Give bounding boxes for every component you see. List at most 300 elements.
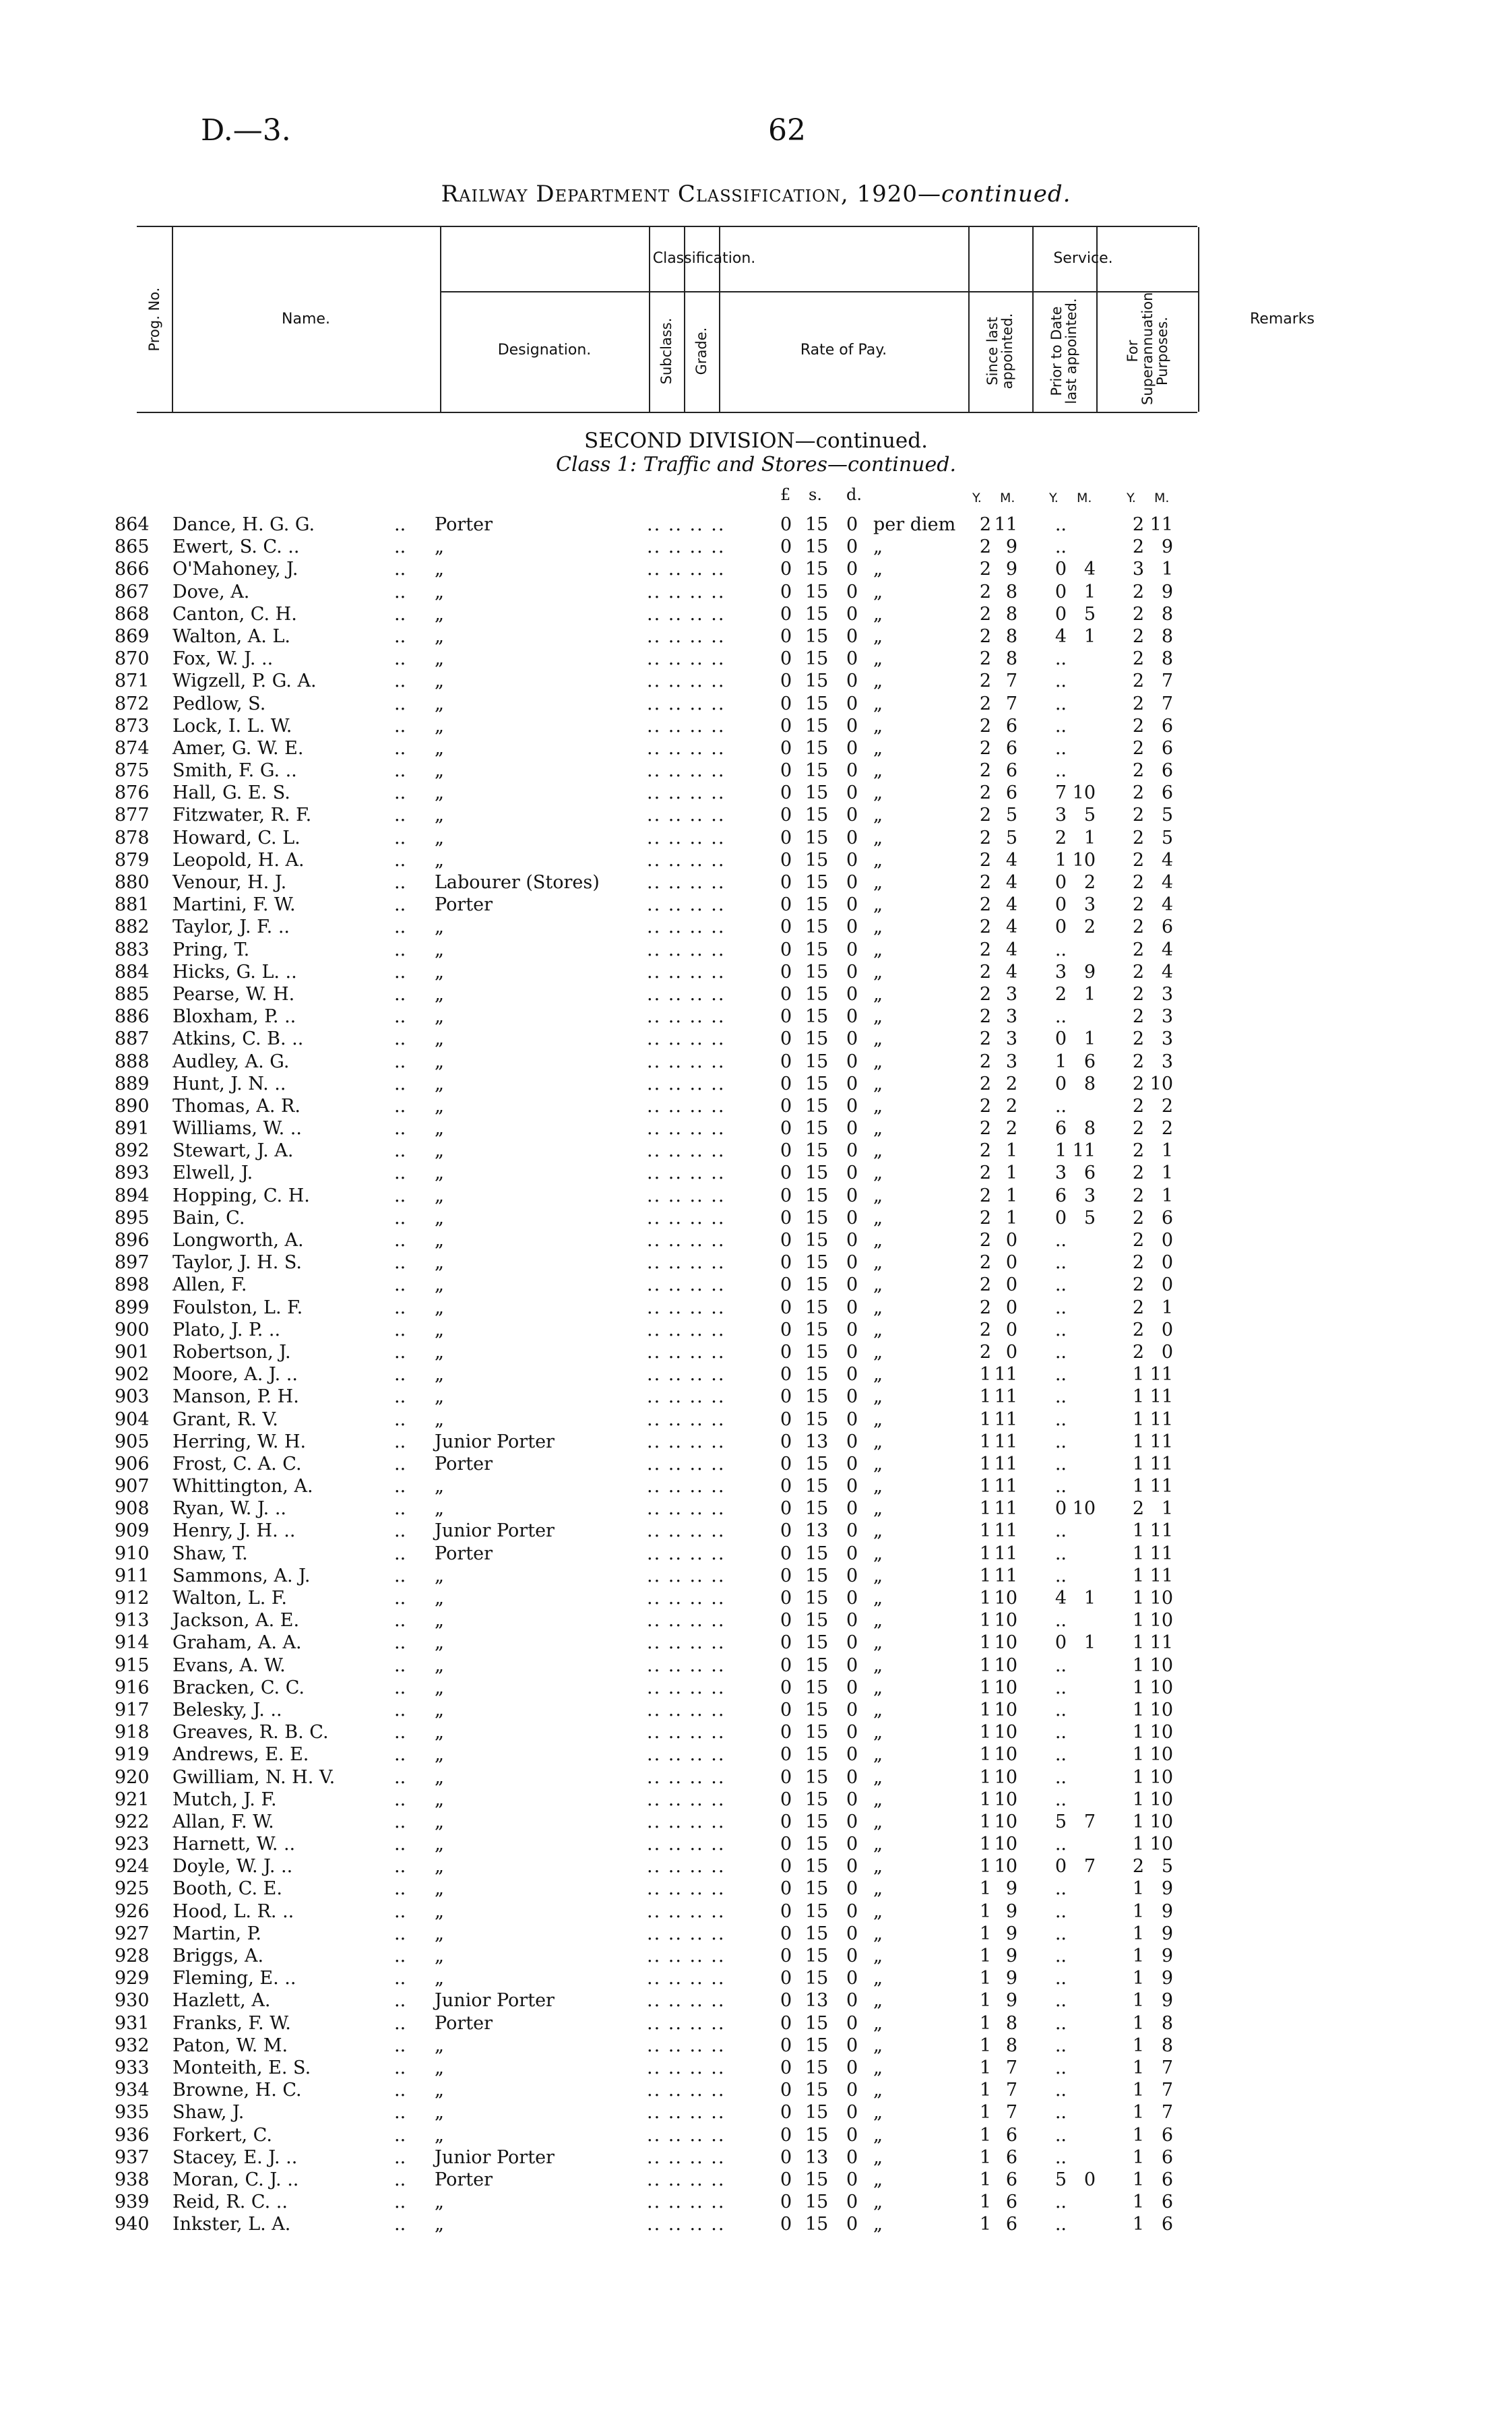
prog-number: 906 — [115, 1453, 150, 1475]
table-row — [0, 782, 1512, 804]
rate-pounds: 0 — [780, 894, 792, 916]
rate-pence: 0 — [846, 1185, 858, 1206]
leader-dots: .. .. .. .. — [647, 1834, 726, 1855]
super-years: 1 — [1132, 1677, 1144, 1698]
since-years: 2 — [979, 603, 991, 625]
since-years: 1 — [979, 2146, 991, 2168]
super-years: 1 — [1132, 1386, 1144, 1408]
super-months: 11 — [1149, 1565, 1173, 1586]
designation: „ — [435, 581, 444, 602]
super-months: 0 — [1161, 1274, 1173, 1296]
prior-months: 6 — [1083, 1162, 1096, 1184]
designation: „ — [435, 1722, 444, 1743]
rate-pounds: 0 — [780, 1968, 792, 1989]
super-years: 1 — [1132, 2012, 1144, 2034]
super-months: 6 — [1161, 2169, 1173, 2190]
leader-dots: .. — [394, 894, 406, 916]
since-years: 1 — [979, 1543, 991, 1564]
since-months: 10 — [994, 1811, 1017, 1832]
rate-shillings: 15 — [805, 983, 829, 1005]
rate-pence: 0 — [846, 2192, 858, 2213]
rate-shillings: 15 — [805, 1834, 829, 1855]
header-grade: Grade. — [693, 327, 710, 375]
rate-shillings: 15 — [805, 1364, 829, 1386]
designation: „ — [435, 648, 444, 670]
rate-pence: 0 — [846, 1834, 858, 1855]
prog-number: 919 — [115, 1744, 150, 1766]
rate-shillings: 15 — [805, 2214, 829, 2235]
designation: „ — [435, 1319, 444, 1340]
rate-period: „ — [873, 1073, 883, 1094]
prog-number: 921 — [115, 1789, 150, 1810]
rate-pence: 0 — [846, 2169, 858, 2190]
leader-dots: .. — [394, 671, 406, 692]
prior-months: 1 — [1083, 1588, 1096, 1609]
rate-pence: 0 — [846, 1900, 858, 1922]
super-months: 10 — [1149, 1677, 1173, 1698]
rate-pounds: 0 — [780, 1319, 792, 1340]
employee-name: Sammons, A. J. — [172, 1565, 311, 1586]
since-months: 8 — [1005, 2035, 1017, 2056]
super-months: 10 — [1149, 1654, 1173, 1676]
prior-years: 0 — [1054, 1207, 1067, 1229]
rate-pounds: 0 — [780, 1565, 792, 1586]
leader-dots: .. .. .. .. — [647, 1744, 726, 1766]
rate-pence: 0 — [846, 917, 858, 938]
designation: „ — [435, 559, 444, 580]
table-row — [0, 1185, 1512, 1207]
leader-dots: .. — [394, 2124, 406, 2146]
rate-pounds: 0 — [780, 1699, 792, 1720]
designation: „ — [435, 1923, 444, 1944]
designation: „ — [435, 1230, 444, 1251]
rate-period: „ — [873, 581, 883, 602]
since-years: 2 — [979, 1319, 991, 1340]
rate-pounds: 0 — [780, 1654, 792, 1676]
rate-shillings: 15 — [805, 1095, 829, 1117]
since-months: 9 — [1005, 1990, 1017, 2012]
leader-dots: .. — [394, 1498, 406, 1520]
since-months: 9 — [1005, 1878, 1017, 1900]
leader-dots: .. — [394, 849, 406, 871]
prior-years: .. — [1054, 1610, 1067, 1632]
rate-period: „ — [873, 693, 883, 714]
rate-shillings: 15 — [805, 2169, 829, 2190]
table-row — [0, 2169, 1512, 2191]
since-years: 1 — [979, 1900, 991, 1922]
rate-period: „ — [873, 715, 883, 737]
leader-dots: .. .. .. .. — [647, 1900, 726, 1922]
prog-number: 925 — [115, 1878, 150, 1900]
table-row — [0, 2012, 1512, 2035]
table-row — [0, 1543, 1512, 1565]
rate-shillings: 15 — [805, 1028, 829, 1050]
rate-shillings: 15 — [805, 1565, 829, 1586]
leader-dots: .. — [394, 872, 406, 893]
since-months: 9 — [1005, 559, 1017, 580]
header-superannuation: For Superannuation Purposes. — [1125, 292, 1170, 405]
super-months: 9 — [1161, 581, 1173, 602]
prior-years: .. — [1054, 1677, 1067, 1698]
super-months: 1 — [1161, 1498, 1173, 1520]
since-months: 7 — [1005, 2080, 1017, 2101]
leader-dots: .. .. .. .. — [647, 1722, 726, 1743]
designation: „ — [435, 1946, 444, 1966]
super-years: 2 — [1132, 737, 1144, 759]
super-months: 8 — [1161, 603, 1173, 625]
employee-name: Forkert, C. — [172, 2124, 272, 2146]
super-years: 2 — [1132, 1498, 1144, 1520]
since-months: 0 — [1005, 1274, 1017, 1296]
rate-shillings: 15 — [805, 715, 829, 737]
leader-dots: .. .. .. .. — [647, 917, 726, 938]
designation: „ — [435, 1699, 444, 1720]
leader-dots: .. .. .. .. — [647, 625, 726, 647]
prior-months: 4 — [1083, 559, 1096, 580]
super-years: 2 — [1132, 760, 1144, 782]
designation: „ — [435, 760, 444, 782]
super-years: 1 — [1132, 2102, 1144, 2123]
designation: „ — [435, 2124, 444, 2146]
rate-pounds: 0 — [780, 849, 792, 871]
prior-years: .. — [1054, 2214, 1067, 2235]
rate-period: „ — [873, 1386, 883, 1408]
rate-period: „ — [873, 1028, 883, 1050]
prior-months: 0 — [1083, 2169, 1096, 2190]
prior-years: .. — [1054, 1744, 1067, 1766]
leader-dots: .. — [394, 1744, 406, 1766]
prior-months: 9 — [1083, 961, 1096, 983]
prior-years: .. — [1054, 1789, 1067, 1810]
rate-pounds: 0 — [780, 983, 792, 1005]
since-years: 1 — [979, 2124, 991, 2146]
since-years: 2 — [979, 671, 991, 692]
since-months: 0 — [1005, 1341, 1017, 1363]
prior-years: 2 — [1054, 983, 1067, 1005]
employee-name: Reid, R. C. .. — [172, 2192, 288, 2213]
rate-pounds: 0 — [780, 760, 792, 782]
prior-years: 3 — [1054, 961, 1067, 983]
super-months: 10 — [1149, 1811, 1173, 1832]
prior-months: 3 — [1083, 894, 1096, 916]
leader-dots: .. — [394, 1789, 406, 1810]
prog-number: 908 — [115, 1498, 150, 1520]
since-months: 4 — [1005, 961, 1017, 983]
page-number: 62 — [768, 113, 806, 148]
super-months: 10 — [1149, 1722, 1173, 1743]
rate-period: „ — [873, 603, 883, 625]
employee-name: Wigzell, P. G. A. — [172, 671, 317, 692]
designation: Junior Porter — [435, 1990, 555, 2012]
table-row — [0, 849, 1512, 871]
employee-name: Fitzwater, R. F. — [172, 805, 312, 826]
employee-name: Allan, F. W. — [172, 1811, 274, 1832]
since-years: 1 — [979, 1520, 991, 1542]
since-years: 2 — [979, 1252, 991, 1274]
since-years: 1 — [979, 1498, 991, 1520]
since-years: 2 — [979, 983, 991, 1005]
since-years: 2 — [979, 536, 991, 558]
designation: „ — [435, 1140, 444, 1162]
rate-pence: 0 — [846, 1476, 858, 1497]
since-months: 11 — [994, 1364, 1017, 1386]
since-months: 10 — [994, 1632, 1017, 1654]
leader-dots: .. .. .. .. — [647, 805, 726, 826]
rate-pence: 0 — [846, 894, 858, 916]
rate-shillings: 15 — [805, 625, 829, 647]
super-months: 9 — [1161, 1968, 1173, 1989]
prior-years: 5 — [1054, 2169, 1067, 2190]
prog-number: 937 — [115, 2146, 150, 2168]
super-months: 11 — [1149, 1408, 1173, 1430]
employee-name: Harnett, W. .. — [172, 1834, 296, 1855]
super-months: 6 — [1161, 760, 1173, 782]
leader-dots: .. — [394, 1364, 406, 1386]
rate-pounds: 0 — [780, 625, 792, 647]
leader-dots: .. .. .. .. — [647, 1498, 726, 1520]
rate-shillings: 15 — [805, 1766, 829, 1788]
rate-pence: 0 — [846, 1051, 858, 1072]
rate-pounds: 0 — [780, 872, 792, 893]
rate-period: „ — [873, 2102, 883, 2123]
leader-dots: .. — [394, 1543, 406, 1564]
leader-dots: .. .. .. .. — [647, 1610, 726, 1632]
employee-name: Martin, P. — [172, 1923, 261, 1944]
rate-pence: 0 — [846, 625, 858, 647]
super-months: 6 — [1161, 917, 1173, 938]
unit-months-3: M. — [1154, 491, 1170, 505]
rate-pence: 0 — [846, 1968, 858, 1989]
leader-dots: .. — [394, 1386, 406, 1408]
leader-dots: .. — [394, 782, 406, 804]
since-years: 1 — [979, 2012, 991, 2034]
leader-dots: .. — [394, 1588, 406, 1609]
prog-number: 917 — [115, 1699, 150, 1720]
super-months: 4 — [1161, 961, 1173, 983]
since-years: 2 — [979, 917, 991, 938]
prior-years: 3 — [1054, 1162, 1067, 1184]
since-months: 10 — [994, 1588, 1017, 1609]
rate-shillings: 15 — [805, 1274, 829, 1296]
rate-pence: 0 — [846, 1811, 858, 1832]
employee-name: Venour, H. J. — [172, 872, 287, 893]
prior-months: 3 — [1083, 1185, 1096, 1206]
rate-pounds: 0 — [780, 603, 792, 625]
leader-dots: .. — [394, 1207, 406, 1229]
super-years: 1 — [1132, 1476, 1144, 1497]
rate-pounds: 0 — [780, 917, 792, 938]
since-years: 1 — [979, 1744, 991, 1766]
since-years: 2 — [979, 1207, 991, 1229]
table-row — [0, 1475, 1512, 1497]
since-years: 1 — [979, 1364, 991, 1386]
table-row — [0, 961, 1512, 983]
leader-dots: .. — [394, 2080, 406, 2101]
employee-name: Elwell, J. — [172, 1162, 253, 1184]
table-row — [0, 983, 1512, 1005]
super-months: 6 — [1161, 2192, 1173, 2213]
prog-number: 898 — [115, 1274, 150, 1296]
rate-pounds: 0 — [780, 1856, 792, 1878]
leader-dots: .. .. .. .. — [647, 1185, 726, 1206]
employee-name: Dance, H. G. G. — [172, 514, 315, 535]
prog-number: 882 — [115, 917, 150, 938]
rate-shillings: 15 — [805, 1588, 829, 1609]
unit-shillings: s. — [809, 485, 822, 504]
rate-pounds: 0 — [780, 2012, 792, 2034]
leader-dots: .. — [394, 961, 406, 983]
unit-months-2: M. — [1077, 491, 1092, 505]
rate-pence: 0 — [846, 1006, 858, 1028]
leader-dots: .. — [394, 514, 406, 535]
rate-shillings: 15 — [805, 2057, 829, 2078]
rate-pence: 0 — [846, 1990, 858, 2012]
prog-number: 901 — [115, 1341, 150, 1363]
rate-pounds: 0 — [780, 514, 792, 535]
employee-name: Dove, A. — [172, 581, 250, 602]
designation: „ — [435, 693, 444, 714]
since-years: 2 — [979, 939, 991, 960]
prior-years: .. — [1054, 1565, 1067, 1586]
table-row — [0, 625, 1512, 648]
rate-pounds: 0 — [780, 1520, 792, 1542]
super-months: 4 — [1161, 849, 1173, 871]
rate-period: „ — [873, 1900, 883, 1922]
super-years: 2 — [1132, 1006, 1144, 1028]
prog-number: 899 — [115, 1297, 150, 1318]
table-row — [0, 581, 1512, 603]
prog-number: 918 — [115, 1722, 150, 1743]
prog-number: 929 — [115, 1968, 150, 1989]
table-row — [0, 648, 1512, 670]
leader-dots: .. — [394, 1654, 406, 1676]
designation: „ — [435, 1185, 444, 1206]
since-months: 6 — [1005, 782, 1017, 804]
super-years: 2 — [1132, 625, 1144, 647]
super-years: 1 — [1132, 2080, 1144, 2101]
super-years: 2 — [1132, 894, 1144, 916]
prior-months: 7 — [1083, 1811, 1096, 1832]
employee-name: Whittington, A. — [172, 1476, 313, 1497]
since-years: 1 — [979, 2192, 991, 2213]
leader-dots: .. .. .. .. — [647, 1453, 726, 1475]
leader-dots: .. — [394, 1900, 406, 1922]
rate-period: „ — [873, 1856, 883, 1878]
prior-years: 5 — [1054, 1811, 1067, 1832]
since-months: 8 — [1005, 581, 1017, 602]
since-months: 10 — [994, 1610, 1017, 1632]
since-months: 3 — [1005, 1051, 1017, 1072]
super-months: 7 — [1161, 671, 1173, 692]
prior-years: 2 — [1054, 827, 1067, 848]
leader-dots: .. .. .. .. — [647, 2012, 726, 2034]
prog-number: 889 — [115, 1073, 150, 1094]
leader-dots: .. — [394, 1140, 406, 1162]
rate-shillings: 15 — [805, 1654, 829, 1676]
prior-years: .. — [1054, 1543, 1067, 1564]
prior-years: .. — [1054, 1006, 1067, 1028]
prog-number: 935 — [115, 2102, 150, 2123]
rate-period: „ — [873, 2124, 883, 2146]
rate-pence: 0 — [846, 737, 858, 759]
rate-pounds: 0 — [780, 1051, 792, 1072]
rate-pence: 0 — [846, 1856, 858, 1878]
super-months: 7 — [1161, 2080, 1173, 2101]
prog-number: 887 — [115, 1028, 150, 1050]
prior-years: .. — [1054, 1654, 1067, 1676]
prog-number: 864 — [115, 514, 150, 535]
since-months: 0 — [1005, 1319, 1017, 1340]
since-months: 4 — [1005, 872, 1017, 893]
leader-dots: .. — [394, 1408, 406, 1430]
super-years: 1 — [1132, 1834, 1144, 1855]
since-years: 2 — [979, 1140, 991, 1162]
rate-pence: 0 — [846, 1923, 858, 1944]
since-months: 7 — [1005, 2057, 1017, 2078]
rate-pounds: 0 — [780, 1923, 792, 1944]
since-months: 10 — [994, 1766, 1017, 1788]
employee-name: Andrews, E. E. — [172, 1744, 309, 1766]
rate-pence: 0 — [846, 1252, 858, 1274]
rate-period: „ — [873, 1341, 883, 1363]
rate-pounds: 0 — [780, 1431, 792, 1452]
prog-number: 870 — [115, 648, 150, 670]
super-years: 1 — [1132, 1878, 1144, 1900]
leader-dots: .. — [394, 1162, 406, 1184]
since-months: 1 — [1005, 1162, 1017, 1184]
leader-dots: .. .. .. .. — [647, 2124, 726, 2146]
employee-name: Booth, C. E. — [172, 1878, 282, 1900]
leader-dots: .. — [394, 737, 406, 759]
employee-name: Browne, H. C. — [172, 2080, 302, 2101]
rate-pence: 0 — [846, 1789, 858, 1810]
table-row — [0, 1497, 1512, 1520]
since-months: 7 — [1005, 2102, 1017, 2123]
leader-dots: .. — [394, 983, 406, 1005]
employee-name: Hopping, C. H. — [172, 1185, 310, 1206]
prog-number: 936 — [115, 2124, 150, 2146]
table-row — [0, 1386, 1512, 1408]
employee-name: Smith, F. G. .. — [172, 760, 297, 782]
rate-pence: 0 — [846, 872, 858, 893]
rate-period: „ — [873, 1543, 883, 1564]
leader-dots: .. .. .. .. — [647, 1162, 726, 1184]
prior-years: 0 — [1054, 1632, 1067, 1654]
since-years: 1 — [979, 1610, 991, 1632]
table-row — [0, 1051, 1512, 1073]
since-months: 0 — [1005, 1252, 1017, 1274]
since-years: 1 — [979, 2057, 991, 2078]
prog-number: 895 — [115, 1207, 150, 1229]
table-row — [0, 1609, 1512, 1632]
rate-period: „ — [873, 939, 883, 960]
since-months: 3 — [1005, 1028, 1017, 1050]
since-months: 6 — [1005, 760, 1017, 782]
super-years: 2 — [1132, 1207, 1144, 1229]
rate-pence: 0 — [846, 760, 858, 782]
leader-dots: .. .. .. .. — [647, 1654, 726, 1676]
super-years: 1 — [1132, 1453, 1144, 1475]
rate-pounds: 0 — [780, 1588, 792, 1609]
leader-dots: .. .. .. .. — [647, 1878, 726, 1900]
leader-dots: .. .. .. .. — [647, 1946, 726, 1966]
prior-years: .. — [1054, 1834, 1067, 1855]
leader-dots: .. — [394, 536, 406, 558]
since-months: 11 — [994, 1408, 1017, 1430]
rate-period: „ — [873, 1789, 883, 1810]
rate-period: „ — [873, 625, 883, 647]
table-row — [0, 2146, 1512, 2169]
